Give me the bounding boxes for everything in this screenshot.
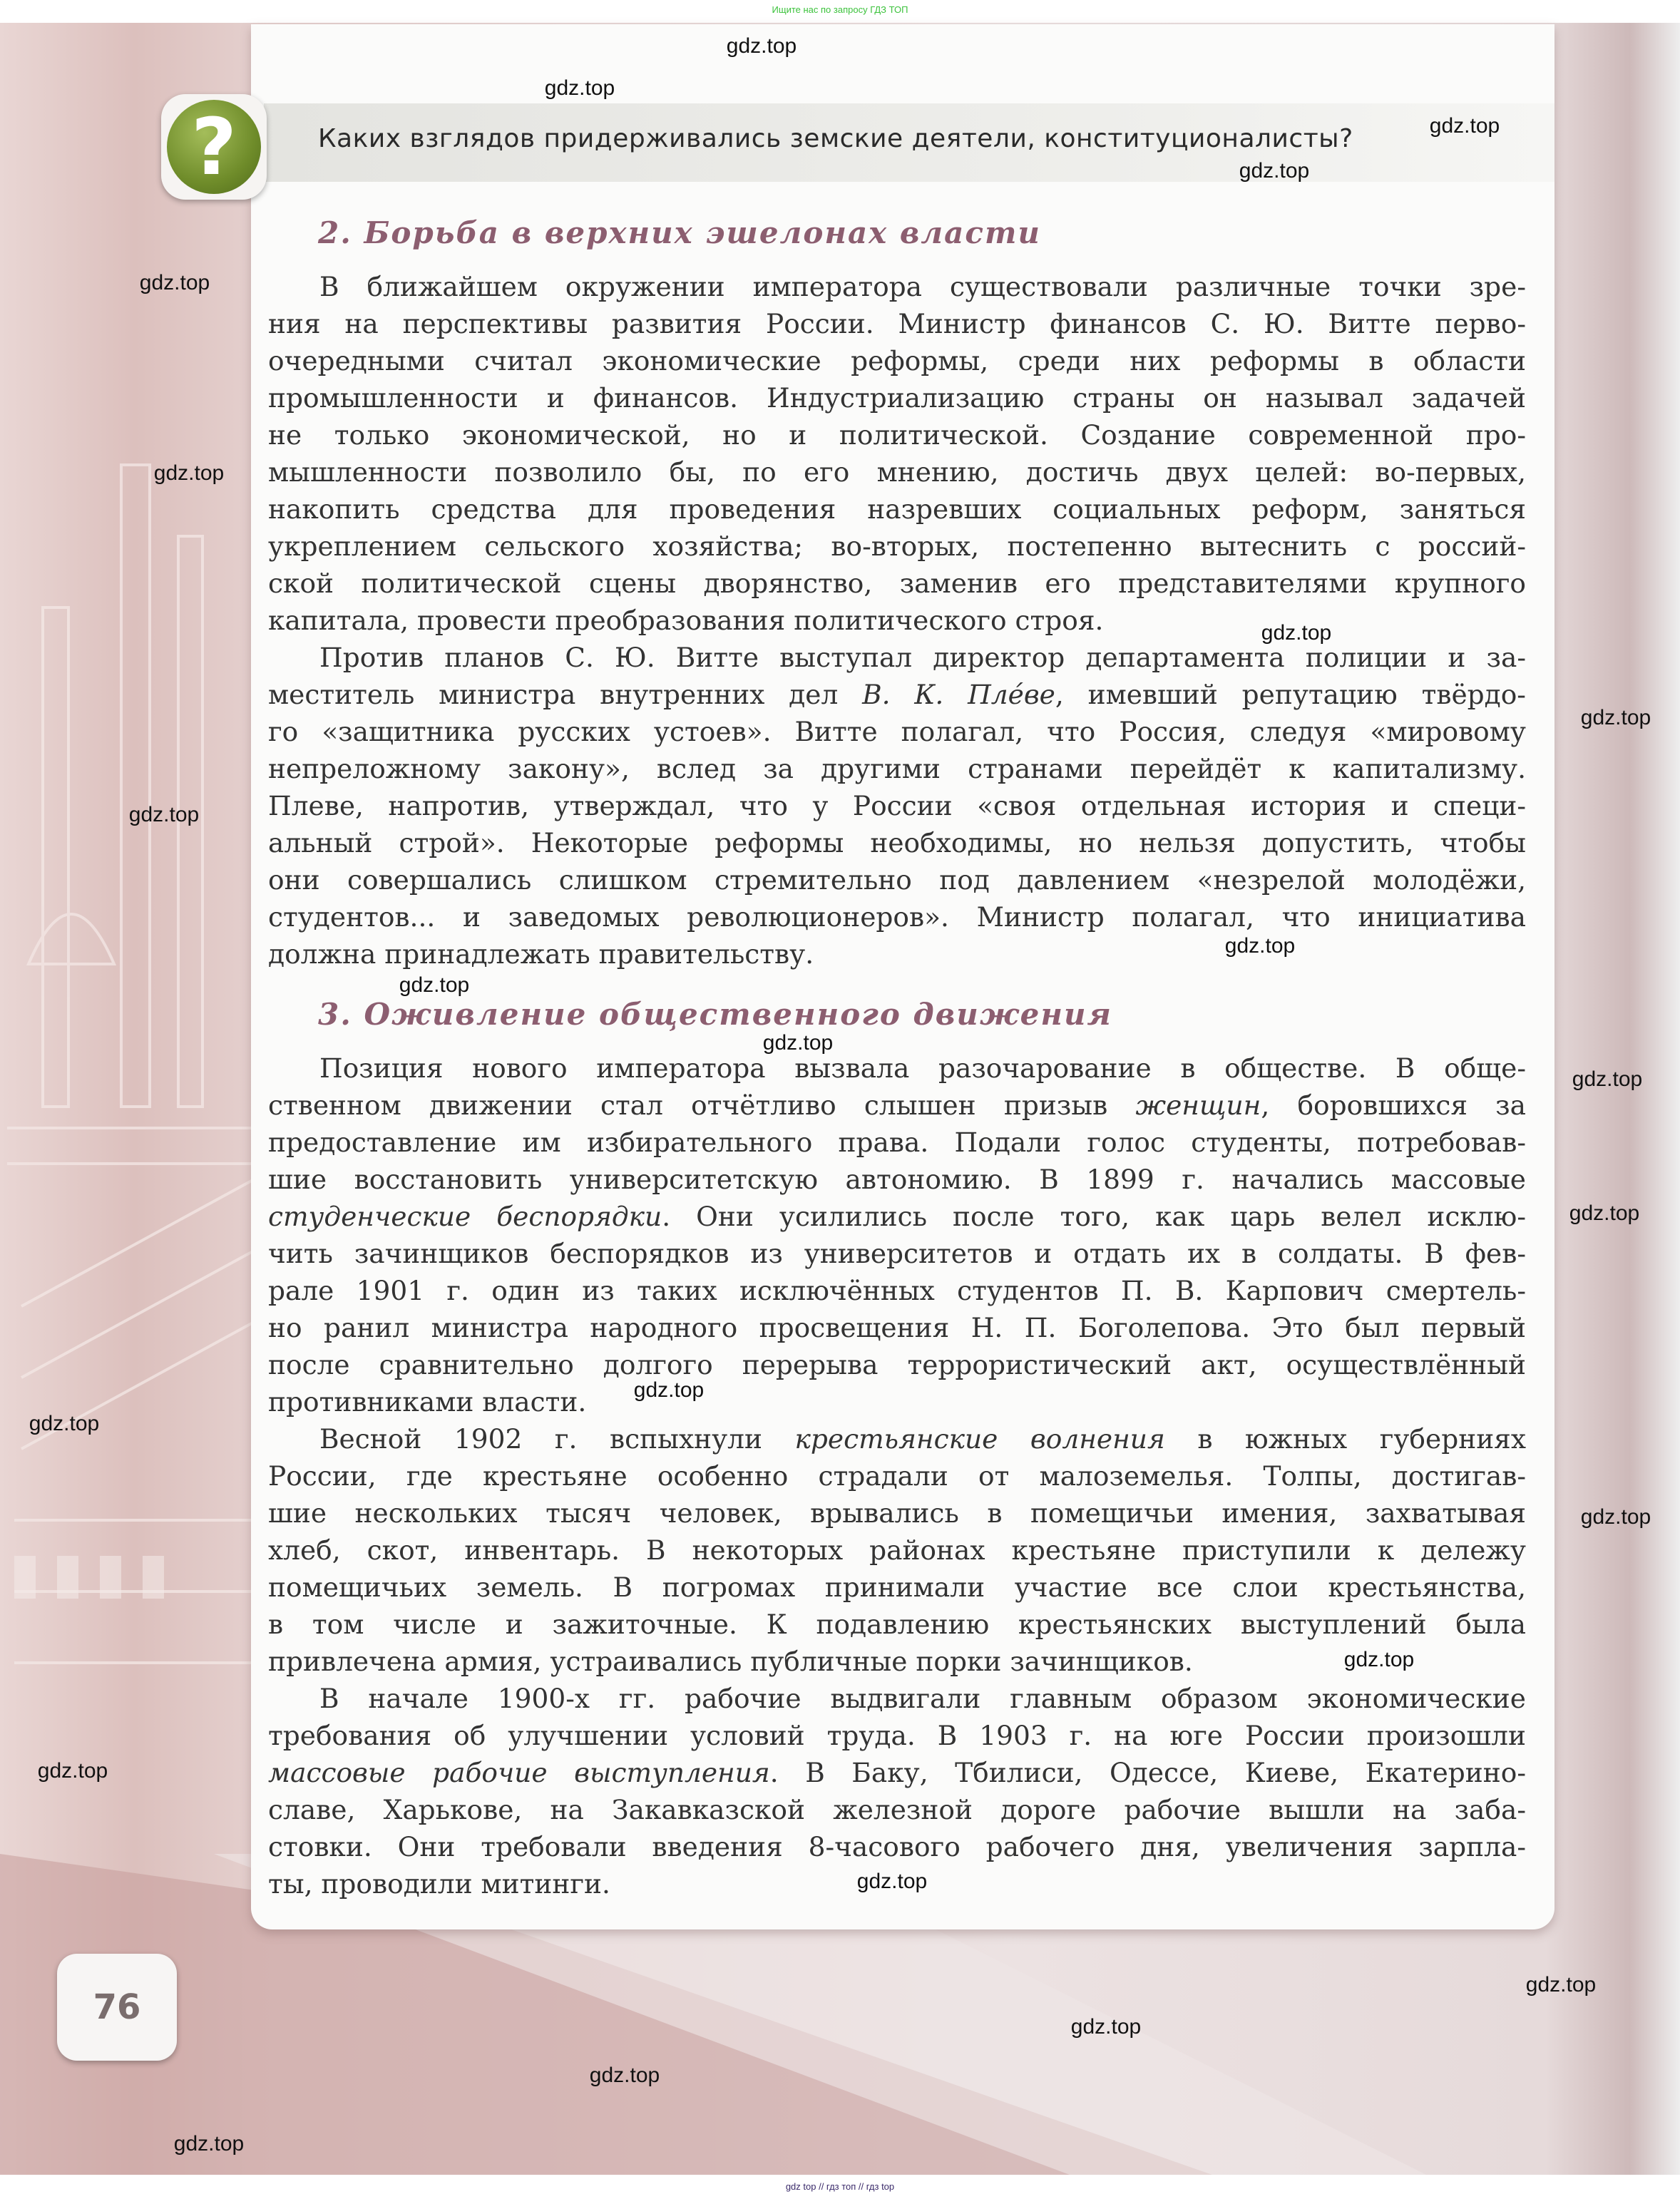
watermark-text: gdz.top [399, 973, 470, 997]
text-run: ственном движении стал отчётливо слышен призыв [268, 1090, 1136, 1121]
watermark-text: gdz.top [633, 1378, 705, 1402]
watermark-text: gdz.top [37, 1759, 108, 1783]
watermark-text: gdz.top [1343, 1648, 1415, 1671]
paragraph [268, 1050, 1526, 1420]
text-run: Весной 1902 г. вспыхнули [319, 1423, 795, 1455]
text-line [268, 1457, 1526, 1495]
text-run: противниками власти. [268, 1386, 587, 1418]
question-mark-icon [161, 94, 267, 200]
watermark-text: gdz.top [1572, 1067, 1643, 1091]
text-run: капитала, провести преобразования политического строя. [268, 605, 1104, 636]
factory-sketch-illustration [0, 23, 257, 2175]
text-line [268, 639, 1526, 676]
text-run: но ранил министра народного просвещения Н. П. Боголепова. Это был первый [268, 1312, 1526, 1343]
watermark-text: gdz.top [1070, 2015, 1142, 2039]
text-run: требования об улучшении условий труда. В 1903 г. на юге России произошли [268, 1720, 1526, 1751]
text-run: России, где крестьяне особенно страдали от малоземелья. Толпы, достигав- [268, 1460, 1526, 1492]
text-run: , боровшихся за [1261, 1090, 1526, 1121]
text-run: помещичьих земель. В погромах принимали участие все слои крестьянства, [268, 1572, 1526, 1603]
text-line [268, 1569, 1526, 1606]
text-line [268, 1383, 1526, 1420]
text-line [268, 1198, 1526, 1235]
text-line [268, 1124, 1526, 1161]
italic-term: В. К. Плéве [862, 679, 1055, 710]
text-line [268, 1532, 1526, 1569]
paragraph [268, 639, 1526, 973]
bottom-banner-text: gdz top // гдз топ // гдз top [785, 2181, 895, 2192]
text-line [268, 1606, 1526, 1643]
italic-term: массовые рабочие выступления [268, 1757, 770, 1788]
text-run: не только экономической, но и политической. Создание современной про- [268, 419, 1526, 451]
question-text: Каких взглядов придерживались земские деятели, конституционалисты? [318, 124, 1353, 153]
watermark-text: gdz.top [1224, 934, 1296, 958]
watermark-text: gdz.top [1261, 621, 1332, 645]
text-line [268, 1680, 1526, 1717]
text-run: В ближайшем окружении императора существовали различные точки зре- [319, 271, 1526, 302]
text-line [268, 750, 1526, 787]
text-line [268, 1346, 1526, 1383]
text-run: Против планов С. Ю. Витте выступал директор департамента полиции и за- [319, 642, 1526, 673]
watermark-text: gdz.top [762, 1031, 834, 1055]
text-run: чить зачинщиков беспорядков из университетов и отдать их в солдаты. В фев- [268, 1238, 1526, 1269]
text-line [268, 453, 1526, 491]
text-run: рале 1901 г. один из таких исключённых студентов П. В. Карпович смертель- [268, 1275, 1526, 1306]
watermark-text: gdz.top [153, 461, 225, 485]
text-line [268, 602, 1526, 639]
text-run: предоставление им избирательного права. Подали голос студенты, потребовав- [268, 1127, 1526, 1158]
text-run: стовки. Они требовали введения 8-часового рабочего дня, увеличения зарпла- [268, 1831, 1526, 1862]
text-line [268, 379, 1526, 416]
text-line [268, 824, 1526, 861]
text-line [268, 1272, 1526, 1309]
watermark-text: gdz.top [726, 34, 797, 58]
paragraph [268, 1420, 1526, 1680]
text-run: ния на перспективы развития России. Министр финансов С. Ю. Витте перво- [268, 308, 1526, 339]
text-run: альный строй». Некоторые реформы необходимы, но нельзя допустить, чтобы [268, 827, 1526, 858]
bottom-banner [0, 2175, 1680, 2199]
text-line [268, 898, 1526, 936]
watermark-text: gdz.top [1569, 1201, 1640, 1225]
section-heading-3: 3. Оживление общественного движения [318, 997, 1112, 1032]
text-line [268, 305, 1526, 342]
text-line [268, 1087, 1526, 1124]
text-run: . Они усилились после того, как царь велел исклю- [662, 1201, 1526, 1232]
section-2-text [268, 268, 1526, 973]
top-banner-text: Ищите нас по запросу ГДЗ ТОП [772, 4, 908, 15]
text-run: хлеб, скот, инвентарь. В некоторых районах крестьяне приступили к дележу [268, 1534, 1526, 1566]
paragraph [268, 268, 1526, 639]
text-run: ты, проводили митинги. [268, 1868, 610, 1900]
question-glyph: ? [191, 101, 237, 193]
text-run: славе, Харькове, на Закавказской железной дороге рабочие вышли на заба- [268, 1794, 1526, 1825]
italic-term: женщин [1135, 1090, 1261, 1121]
text-line [268, 1791, 1526, 1828]
watermark-text: gdz.top [29, 1412, 100, 1435]
watermark-text: gdz.top [1580, 706, 1651, 729]
text-line [268, 1050, 1526, 1087]
watermark-text: gdz.top [589, 2064, 660, 2087]
text-line [268, 936, 1526, 973]
top-banner [0, 0, 1680, 23]
watermark-text: gdz.top [856, 1870, 928, 1893]
text-run: накопить средства для проведения назревших социальных реформ, заняться [268, 493, 1526, 525]
text-line [268, 713, 1526, 750]
text-line [268, 787, 1526, 824]
text-line [268, 676, 1526, 713]
italic-term: крестьянские волнения [794, 1423, 1165, 1455]
text-run: го «защитника русских устоев». Витте полагал, что Россия, следуя «мировому [268, 716, 1526, 747]
watermark-text: gdz.top [1580, 1505, 1651, 1529]
text-run: меститель министра внутренних дел [268, 679, 863, 710]
watermark-text: gdz.top [1239, 159, 1310, 183]
text-run: очередными считал экономические реформы, среди них реформы в области [268, 345, 1526, 376]
watermark-text: gdz.top [139, 271, 210, 294]
watermark-text: gdz.top [173, 2132, 245, 2156]
text-line [268, 268, 1526, 305]
text-run: . В Баку, Тбилиси, Одессе, Киеве, Екатерино- [769, 1757, 1527, 1788]
text-line [268, 1495, 1526, 1532]
text-run: в том числе и зажиточные. К подавлению крестьянских выступлений была [268, 1609, 1526, 1640]
text-line [268, 861, 1526, 898]
text-run: В начале 1900-х гг. рабочие выдвигали главным образом экономические [319, 1683, 1526, 1714]
text-line [268, 1717, 1526, 1754]
text-line [268, 1828, 1526, 1865]
watermark-text: gdz.top [128, 803, 200, 826]
text-run: , имевший репутацию твёрдо- [1055, 679, 1526, 710]
section-heading-2: 2. Борьба в верхних эшелонах власти [318, 215, 1041, 250]
text-line [268, 416, 1526, 453]
text-line [268, 1309, 1526, 1346]
text-run: после сравнительно долгого перерыва террористический акт, осуществлённый [268, 1349, 1526, 1380]
text-line [268, 1235, 1526, 1272]
text-run: мышленности позволило бы, по его мнению, достичь двух целей: во-первых, [268, 456, 1526, 488]
watermark-text: gdz.top [1429, 114, 1500, 138]
text-line [268, 1643, 1526, 1680]
page-number: 76 [93, 1987, 141, 2027]
text-run: шие нескольких тысяч человек, врывались в помещичьи имения, захватывая [268, 1497, 1526, 1529]
text-line [268, 528, 1526, 565]
watermark-text: gdz.top [544, 76, 615, 100]
text-run: Плеве, напротив, утверждал, что у России «своя отдельная история и специ- [268, 790, 1526, 821]
text-run: должна принадлежать правительству. [268, 938, 814, 970]
text-line [268, 491, 1526, 528]
text-run: в южных губерниях [1164, 1423, 1526, 1455]
text-line [268, 1754, 1526, 1791]
text-run: непреложному закону», вслед за другими странами перейдёт к капитализму. [268, 753, 1526, 784]
text-run: укреплением сельского хозяйства; во-вторых, постепенно вытеснить с россий- [268, 530, 1526, 562]
text-run: шие восстановить университетскую автономию. В 1899 г. начались массовые [268, 1164, 1526, 1195]
italic-term: студенческие беспорядки [268, 1201, 662, 1232]
text-run: студентов... и заведомых революционеров». Министр полагал, что инициатива [268, 901, 1526, 933]
watermark-text: gdz.top [1525, 1973, 1597, 1996]
text-run: Позиция нового императора вызвала разочарование в обществе. В обще- [319, 1052, 1526, 1084]
page-number-badge [57, 1954, 177, 2061]
text-line [268, 1161, 1526, 1198]
text-line [268, 342, 1526, 379]
text-line [268, 565, 1526, 602]
text-run: ской политической сцены дворянство, заменив его представителями крупного [268, 568, 1526, 599]
section-3-text [268, 1050, 1526, 1902]
text-run: они совершались слишком стремительно под давлением «незрелой молодёжи, [268, 864, 1526, 896]
text-run: промышленности и финансов. Индустриализацию страны он называл задачей [268, 382, 1526, 414]
text-line [268, 1420, 1526, 1457]
text-run: привлечена армия, устраивались публичные порки зачинщиков. [268, 1646, 1193, 1677]
